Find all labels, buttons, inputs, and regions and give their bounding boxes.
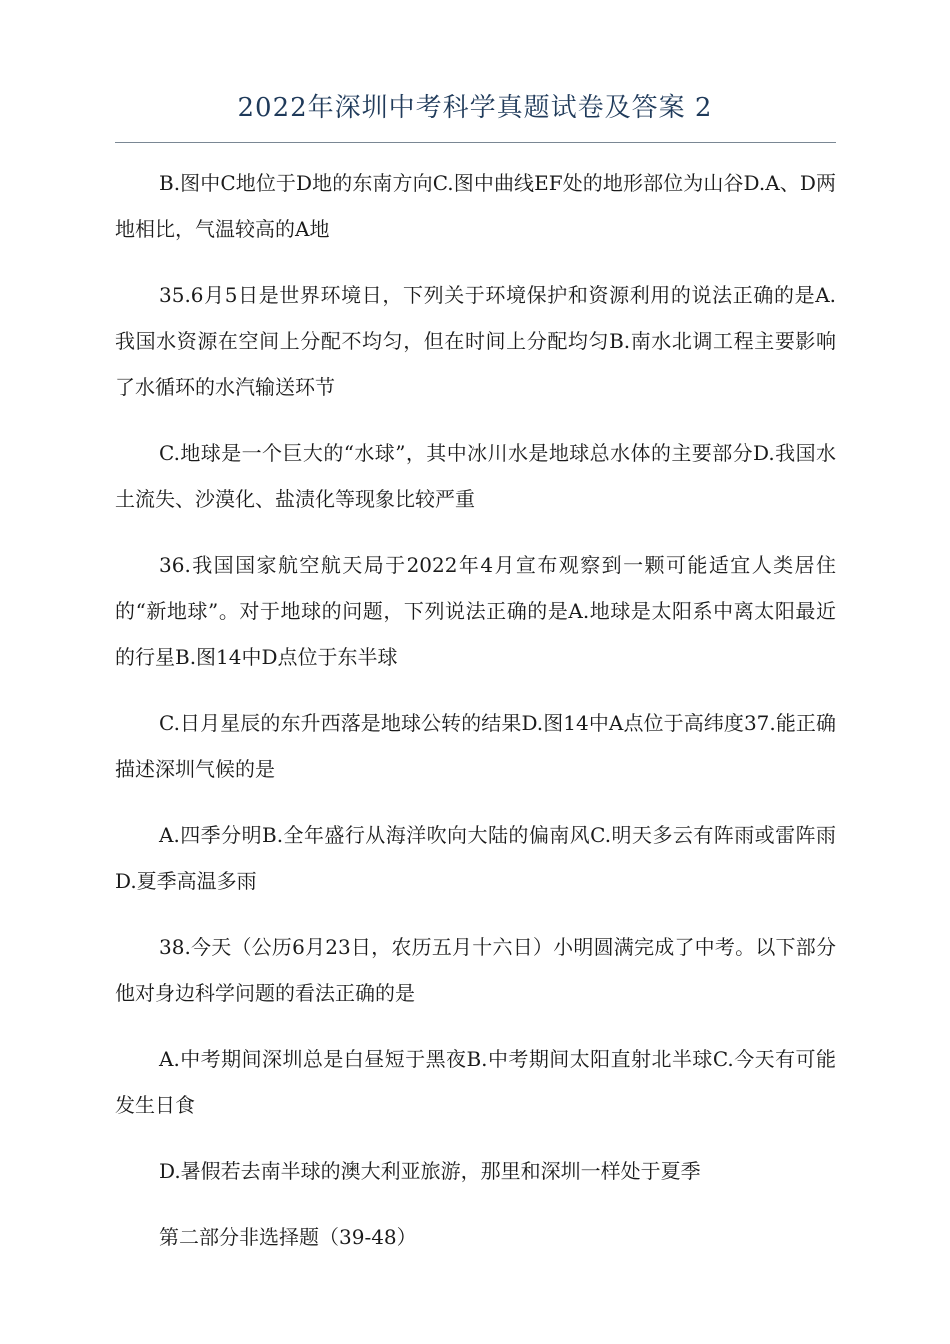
paragraph-q36-options-q37: C.日月星辰的东升西落是地球公转的结果D.图14中A点位于高纬度37.能正确描述深圳气候的是 [115,711,836,781]
paragraph-q34-options: B.图中C地位于D地的东南方向C.图中曲线EF处的地形部位为山谷D.A、D两地相比，气温较高的A地 [115,171,836,241]
paragraph-q35-options: C.地球是一个巨大的“水球”，其中冰川水是地球总水体的主要部分D.我国水土流失、沙漠化、盐渍化等现象比较严重 [115,441,836,511]
paragraph-q38: 38.今天（公历6月23日，农历五月十六日）小明圆满完成了中考。以下部分他对身边科学问题的看法正确的是 [115,935,836,1005]
document-body [115,160,836,1280]
paragraph-q37-options: A.四季分明B.全年盛行从海洋吹向大陆的偏南风C.明天多云有阵雨或雷阵雨D.夏季高温多雨 [115,823,836,893]
paragraph-q35: 35.6月5日是世界环境日，下列关于环境保护和资源利用的说法正确的是A.我国水资源在空间上分配不均匀，但在时间上分配均匀B.南水北调工程主要影响了水循环的水汽输送环节 [115,283,836,399]
paragraph-q38-option-d: D.暑假若去南半球的澳大利亚旅游，那里和深圳一样处于夏季 [159,1159,701,1183]
title-divider [115,142,836,143]
page-title: 2022年深圳中考科学真题试卷及答案 2 [237,93,713,123]
section-heading: 第二部分非选择题（39-48） [159,1225,417,1249]
paragraph-q36: 36.我国国家航空航天局于2022年4月宣布观察到一颗可能适宜人类居住的“新地球”。对于地球的问题，下列说法正确的是A.地球是太阳系中离太阳最近的行星B.图14中D点位于东半球 [115,553,836,669]
paragraph-q38-options: A.中考期间深圳总是白昼短于黑夜B.中考期间太阳直射北半球C.今天有可能发生日食 [115,1047,836,1117]
